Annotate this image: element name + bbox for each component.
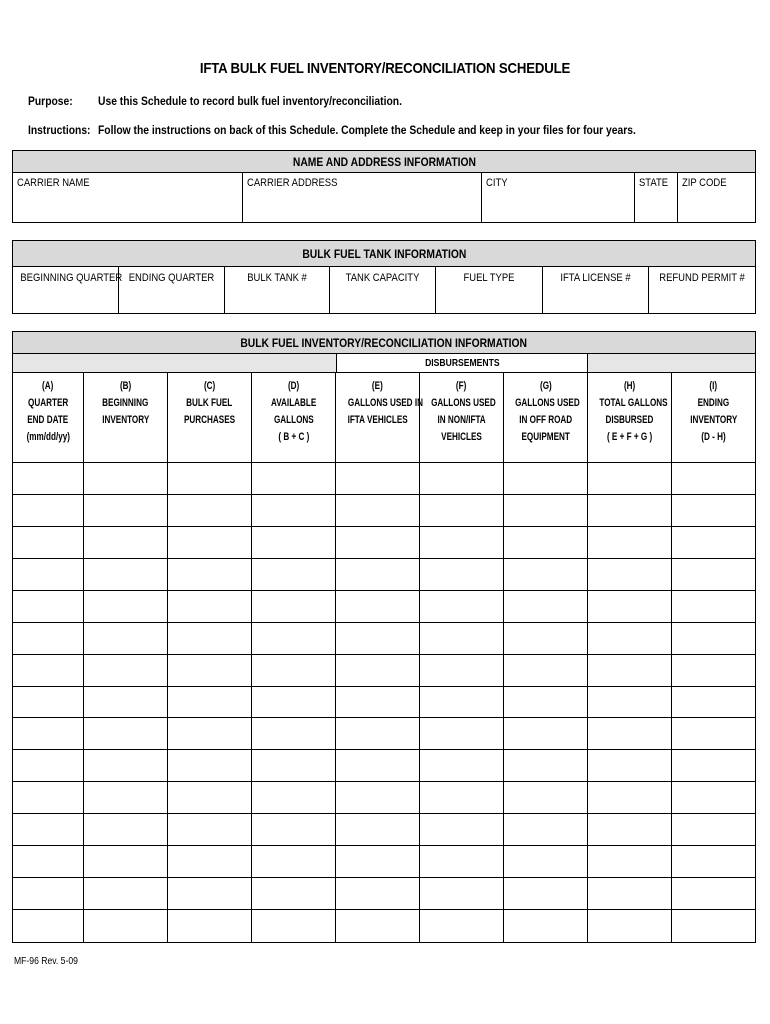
tank-field-tank-capacity[interactable] xyxy=(330,267,436,313)
table-cell-f[interactable] xyxy=(420,687,504,718)
table-cell-f[interactable] xyxy=(420,463,504,494)
table-row xyxy=(13,591,755,623)
table-cell-f[interactable] xyxy=(420,655,504,686)
purpose-text: Use this Schedule to record bulk fuel inventory/reconciliation. xyxy=(98,94,402,108)
table-cell-d[interactable] xyxy=(252,527,336,558)
table-cell-c[interactable] xyxy=(168,591,252,622)
table-cell-a[interactable] xyxy=(13,718,84,749)
table-cell-i[interactable] xyxy=(672,527,755,558)
table-cell-d[interactable] xyxy=(252,687,336,718)
name-address-section xyxy=(12,150,756,223)
table-cell-d[interactable] xyxy=(252,750,336,781)
table-cell-f[interactable] xyxy=(420,814,504,845)
table-cell-i[interactable] xyxy=(672,559,755,590)
table-cell-h[interactable] xyxy=(588,910,672,942)
column-header-e xyxy=(336,373,423,463)
table-cell-e[interactable] xyxy=(336,750,420,781)
tank-field-label: BEGINNING QUARTER xyxy=(20,272,123,284)
table-cell-c[interactable] xyxy=(168,463,252,494)
tank-field-ifta-license[interactable] xyxy=(543,267,649,313)
table-cell-d[interactable] xyxy=(252,718,336,749)
tank-field-label: REFUND PERMIT # xyxy=(659,272,745,284)
table-cell-g[interactable] xyxy=(504,910,588,942)
table-cell-e[interactable] xyxy=(336,718,420,749)
table-cell-b[interactable] xyxy=(84,878,168,909)
column-header-line: (D) xyxy=(287,380,300,392)
table-cell-b[interactable] xyxy=(84,687,168,718)
column-header-line: DISBURSED xyxy=(605,414,654,426)
table-row xyxy=(13,495,755,527)
column-header-line: GALLONS xyxy=(273,414,314,426)
column-header-line: QUARTER xyxy=(27,397,69,409)
table-cell-i[interactable] xyxy=(672,495,755,526)
column-header-b xyxy=(84,373,168,463)
table-cell-h[interactable] xyxy=(588,655,672,686)
column-header-line: (E) xyxy=(372,380,383,392)
table-row xyxy=(13,846,755,878)
table-cell-i[interactable] xyxy=(672,750,755,781)
table-cell-d[interactable] xyxy=(252,623,336,654)
table-cell-h[interactable] xyxy=(588,718,672,749)
column-header-line: BULK FUEL xyxy=(186,397,233,409)
table-cell-g[interactable] xyxy=(504,495,588,526)
field-label: CARRIER NAME xyxy=(17,177,90,189)
column-header-line: (F) xyxy=(456,380,467,392)
table-row xyxy=(13,750,755,782)
table-cell-h[interactable] xyxy=(588,750,672,781)
table-cell-b[interactable] xyxy=(84,559,168,590)
table-cell-g[interactable] xyxy=(504,655,588,686)
table-cell-f[interactable] xyxy=(420,878,504,909)
table-cell-d[interactable] xyxy=(252,814,336,845)
table-cell-g[interactable] xyxy=(504,623,588,654)
table-cell-g[interactable] xyxy=(504,750,588,781)
table-cell-e[interactable] xyxy=(336,495,420,526)
table-cell-g[interactable] xyxy=(504,718,588,749)
table-cell-g[interactable] xyxy=(504,687,588,718)
table-cell-f[interactable] xyxy=(420,846,504,877)
column-header-line: INVENTORY xyxy=(689,414,738,426)
tank-field-ending-quarter[interactable] xyxy=(119,267,225,313)
table-cell-h[interactable] xyxy=(588,527,672,558)
table-cell-a[interactable] xyxy=(13,910,84,942)
field-city[interactable] xyxy=(482,173,635,222)
table-cell-c[interactable] xyxy=(168,687,252,718)
tank-field-bulk-tank[interactable] xyxy=(225,267,330,313)
inventory-section xyxy=(12,331,756,943)
table-cell-d[interactable] xyxy=(252,655,336,686)
column-header-line: ENDING xyxy=(697,397,730,409)
table-cell-c[interactable] xyxy=(168,495,252,526)
tank-section xyxy=(12,240,756,314)
table-cell-a[interactable] xyxy=(13,623,84,654)
tank-field-label: ENDING QUARTER xyxy=(128,272,215,284)
table-cell-b[interactable] xyxy=(84,655,168,686)
column-header-c xyxy=(168,373,252,463)
table-cell-a[interactable] xyxy=(13,782,84,813)
column-header-line: ( B + C ) xyxy=(278,431,309,443)
table-cell-d[interactable] xyxy=(252,559,336,590)
table-cell-d[interactable] xyxy=(252,878,336,909)
table-cell-g[interactable] xyxy=(504,878,588,909)
column-header-line: VEHICLES xyxy=(441,431,482,443)
column-header-line: (C) xyxy=(203,380,216,392)
table-cell-f[interactable] xyxy=(420,782,504,813)
tank-field-label: BULK TANK # xyxy=(247,272,307,284)
table-cell-i[interactable] xyxy=(672,687,755,718)
table-cell-c[interactable] xyxy=(168,910,252,942)
table-cell-e[interactable] xyxy=(336,463,420,494)
column-header-line: GALLONS USED xyxy=(515,397,580,409)
table-cell-e[interactable] xyxy=(336,591,420,622)
column-header-line: (A) xyxy=(42,380,54,392)
table-cell-h[interactable] xyxy=(588,463,672,494)
table-cell-b[interactable] xyxy=(84,718,168,749)
table-cell-a[interactable] xyxy=(13,750,84,781)
table-cell-a[interactable] xyxy=(13,846,84,877)
table-cell-c[interactable] xyxy=(168,814,252,845)
table-cell-a[interactable] xyxy=(13,655,84,686)
table-cell-b[interactable] xyxy=(84,463,168,494)
field-carrier-name[interactable] xyxy=(13,173,243,222)
column-header-line: IN OFF ROAD xyxy=(519,414,572,426)
table-row xyxy=(13,718,755,750)
column-header-line: EQUIPMENT xyxy=(521,431,570,443)
field-label: ZIP CODE xyxy=(682,177,727,189)
table-cell-d[interactable] xyxy=(252,846,336,877)
table-cell-e[interactable] xyxy=(336,623,420,654)
tank-field-refund-permit[interactable] xyxy=(649,267,755,313)
table-cell-e[interactable] xyxy=(336,846,420,877)
table-cell-f[interactable] xyxy=(420,623,504,654)
table-cell-c[interactable] xyxy=(168,655,252,686)
table-cell-a[interactable] xyxy=(13,527,84,558)
table-cell-g[interactable] xyxy=(504,846,588,877)
name-address-header: NAME AND ADDRESS INFORMATION xyxy=(13,151,755,173)
table-cell-e[interactable] xyxy=(336,910,420,942)
column-header-f xyxy=(420,373,504,463)
table-cell-a[interactable] xyxy=(13,814,84,845)
purpose-label: Purpose: xyxy=(28,94,73,108)
table-cell-g[interactable] xyxy=(504,463,588,494)
table-cell-f[interactable] xyxy=(420,559,504,590)
table-row xyxy=(13,782,755,814)
table-row xyxy=(13,623,755,655)
column-header-d xyxy=(252,373,336,463)
table-cell-d[interactable] xyxy=(252,910,336,942)
table-cell-b[interactable] xyxy=(84,750,168,781)
table-cell-e[interactable] xyxy=(336,687,420,718)
table-cell-g[interactable] xyxy=(504,559,588,590)
table-cell-f[interactable] xyxy=(420,910,504,942)
table-cell-g[interactable] xyxy=(504,527,588,558)
table-cell-e[interactable] xyxy=(336,878,420,909)
table-cell-e[interactable] xyxy=(336,527,420,558)
disbursements-header: DISBURSEMENTS xyxy=(336,354,588,373)
column-header-line: (mm/dd/yy) xyxy=(26,431,70,443)
table-row xyxy=(13,910,755,942)
column-header-line: (G) xyxy=(539,380,552,392)
instructions-text: Follow the instructions on back of this Schedule. Complete the Schedule and keep in your files for four years. xyxy=(98,123,636,137)
table-cell-h[interactable] xyxy=(588,814,672,845)
table-cell-b[interactable] xyxy=(84,591,168,622)
tank-field-beginning-quarter[interactable] xyxy=(13,267,123,313)
table-cell-a[interactable] xyxy=(13,591,84,622)
table-cell-a[interactable] xyxy=(13,878,84,909)
table-row xyxy=(13,463,755,495)
table-cell-d[interactable] xyxy=(252,495,336,526)
table-cell-d[interactable] xyxy=(252,591,336,622)
table-cell-a[interactable] xyxy=(13,495,84,526)
table-cell-i[interactable] xyxy=(672,846,755,877)
table-row xyxy=(13,559,755,591)
table-cell-f[interactable] xyxy=(420,527,504,558)
table-cell-i[interactable] xyxy=(672,718,755,749)
page-title: IFTA BULK FUEL INVENTORY/RECONCILIATION SCHEDULE xyxy=(199,60,571,77)
table-cell-i[interactable] xyxy=(672,878,755,909)
tank-field-label: IFTA LICENSE # xyxy=(560,272,631,284)
table-cell-i[interactable] xyxy=(672,463,755,494)
table-cell-b[interactable] xyxy=(84,846,168,877)
column-header-a xyxy=(13,373,84,463)
table-cell-h[interactable] xyxy=(588,846,672,877)
table-cell-g[interactable] xyxy=(504,782,588,813)
table-cell-i[interactable] xyxy=(672,591,755,622)
table-cell-b[interactable] xyxy=(84,910,168,942)
column-header-line: (D - H) xyxy=(701,431,726,443)
table-cell-a[interactable] xyxy=(13,687,84,718)
table-cell-f[interactable] xyxy=(420,750,504,781)
table-cell-h[interactable] xyxy=(588,687,672,718)
tank-header: BULK FUEL TANK INFORMATION xyxy=(13,241,755,267)
table-row xyxy=(13,814,755,846)
table-cell-e[interactable] xyxy=(336,655,420,686)
column-header-line: (H) xyxy=(623,380,636,392)
table-cell-b[interactable] xyxy=(84,814,168,845)
table-cell-b[interactable] xyxy=(84,527,168,558)
table-cell-c[interactable] xyxy=(168,623,252,654)
table-cell-d[interactable] xyxy=(252,782,336,813)
table-row xyxy=(13,527,755,559)
field-zip-code[interactable] xyxy=(678,173,755,222)
table-cell-c[interactable] xyxy=(168,846,252,877)
table-cell-i[interactable] xyxy=(672,782,755,813)
column-header-line: IN NON/IFTA xyxy=(437,414,486,426)
table-cell-b[interactable] xyxy=(84,623,168,654)
table-cell-g[interactable] xyxy=(504,814,588,845)
column-header-g xyxy=(504,373,588,463)
table-cell-a[interactable] xyxy=(13,559,84,590)
table-cell-c[interactable] xyxy=(168,750,252,781)
field-label: CARRIER ADDRESS xyxy=(247,177,338,189)
table-cell-f[interactable] xyxy=(420,718,504,749)
table-cell-c[interactable] xyxy=(168,559,252,590)
table-row xyxy=(13,878,755,910)
tank-field-label: TANK CAPACITY xyxy=(345,272,420,284)
table-cell-h[interactable] xyxy=(588,559,672,590)
field-carrier-address[interactable] xyxy=(243,173,482,222)
column-header-h xyxy=(588,373,672,463)
column-header-i xyxy=(672,373,755,463)
table-cell-c[interactable] xyxy=(168,878,252,909)
table-cell-i[interactable] xyxy=(672,655,755,686)
column-header-line: END DATE xyxy=(27,414,69,426)
tank-field-label: FUEL TYPE xyxy=(463,272,515,284)
table-cell-c[interactable] xyxy=(168,782,252,813)
table-cell-i[interactable] xyxy=(672,910,755,942)
column-header-line: PURCHASES xyxy=(183,414,236,426)
table-cell-c[interactable] xyxy=(168,718,252,749)
form-number: MF-96 Rev. 5-09 xyxy=(14,956,78,967)
column-header-line: ( E + F + G ) xyxy=(606,431,653,443)
table-cell-b[interactable] xyxy=(84,495,168,526)
table-cell-g[interactable] xyxy=(504,591,588,622)
inventory-header: BULK FUEL INVENTORY/RECONCILIATION INFORMATION xyxy=(13,332,755,354)
table-cell-e[interactable] xyxy=(336,559,420,590)
column-header-line: GALLONS USED IN xyxy=(347,397,423,409)
table-row xyxy=(13,655,755,687)
column-header-line: (B) xyxy=(119,380,132,392)
table-row xyxy=(13,687,755,719)
table-cell-h[interactable] xyxy=(588,591,672,622)
table-cell-a[interactable] xyxy=(13,463,84,494)
table-cell-c[interactable] xyxy=(168,527,252,558)
column-header-line: INVENTORY xyxy=(101,414,150,426)
table-cell-h[interactable] xyxy=(588,495,672,526)
column-header-line: AVAILABLE xyxy=(270,397,317,409)
tank-field-fuel-type[interactable] xyxy=(436,267,543,313)
column-header-line: (I) xyxy=(709,380,718,392)
column-header-line: BEGINNING xyxy=(102,397,149,409)
column-header-line: TOTAL GALLONS xyxy=(599,397,668,409)
table-cell-e[interactable] xyxy=(336,814,420,845)
column-header-line: IFTA VEHICLES xyxy=(347,414,408,426)
table-cell-h[interactable] xyxy=(588,878,672,909)
table-cell-e[interactable] xyxy=(336,782,420,813)
instructions-label: Instructions: xyxy=(28,123,91,137)
table-cell-h[interactable] xyxy=(588,623,672,654)
table-cell-i[interactable] xyxy=(672,623,755,654)
table-cell-f[interactable] xyxy=(420,591,504,622)
table-cell-d[interactable] xyxy=(252,463,336,494)
table-cell-i[interactable] xyxy=(672,814,755,845)
field-label: CITY xyxy=(486,177,508,189)
field-label: STATE xyxy=(639,177,669,189)
field-state[interactable] xyxy=(635,173,678,222)
column-header-line: GALLONS USED xyxy=(431,397,496,409)
table-cell-f[interactable] xyxy=(420,495,504,526)
table-cell-h[interactable] xyxy=(588,782,672,813)
table-cell-b[interactable] xyxy=(84,782,168,813)
